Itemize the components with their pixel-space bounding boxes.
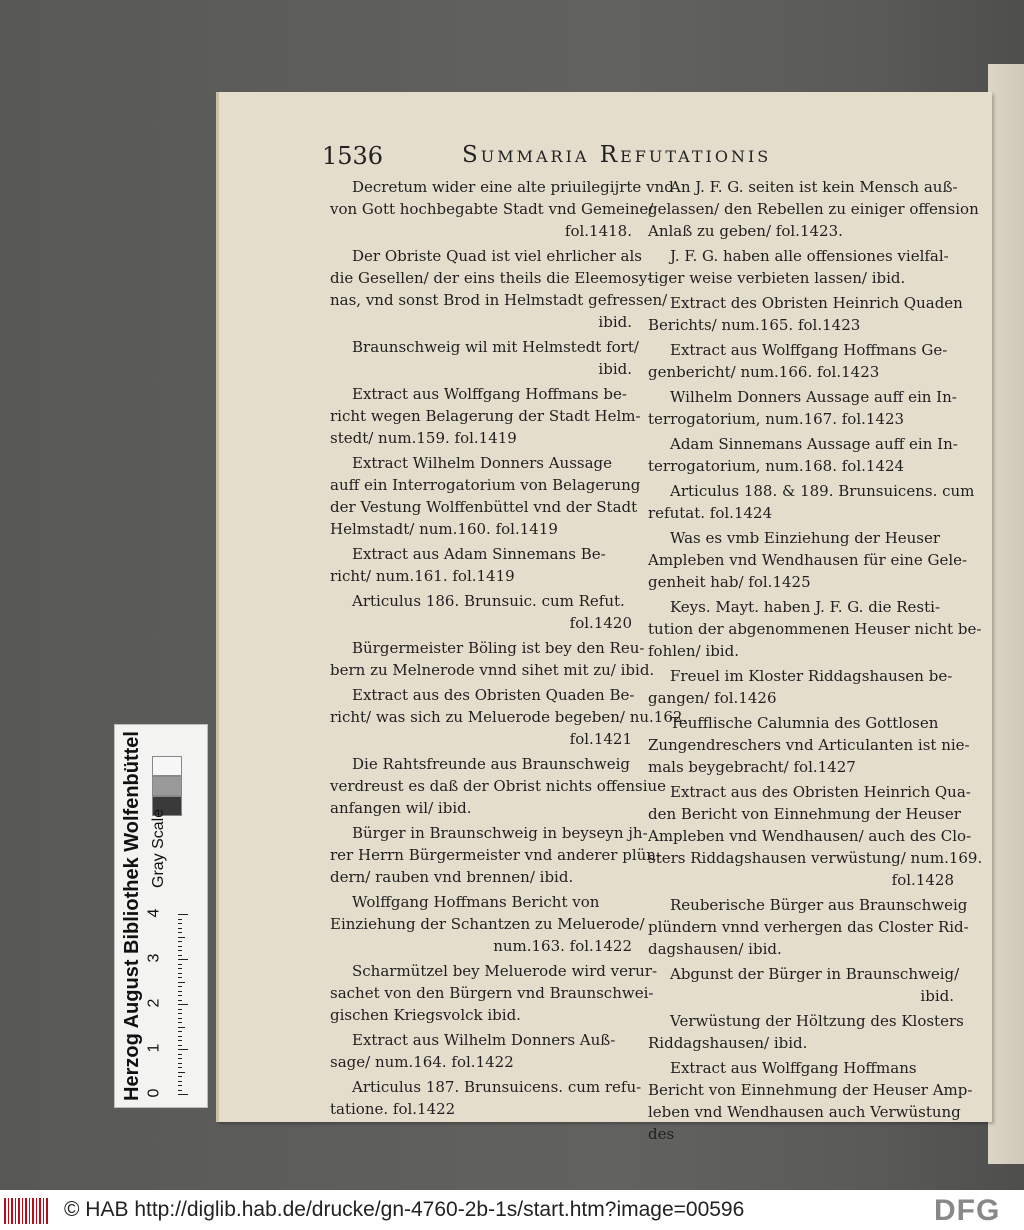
ruler-number: 1 — [145, 1043, 163, 1053]
index-column-right — [648, 176, 983, 1148]
entry-line: refutat. fol.1424 — [648, 504, 773, 522]
ruler-tick — [178, 937, 185, 938]
source-credit-link[interactable]: © HAB http://diglib.hab.de/drucke/gn-4760-2b-1s/start.htm?image=00596 — [64, 1198, 745, 1221]
entry-line: gelassen/ den Rebellen zu einiger offension — [648, 200, 979, 218]
ruler-tick — [178, 991, 182, 992]
ruler-tick — [178, 923, 182, 924]
index-entry — [648, 781, 983, 891]
entry-line: Was es vmb Einziehung der Heuser — [670, 529, 941, 547]
index-entry — [330, 383, 641, 449]
index-entry — [330, 245, 668, 333]
index-column-left — [330, 176, 688, 1123]
ruler-tick — [178, 1058, 182, 1059]
ruler-tick — [178, 1049, 188, 1050]
index-entry — [330, 543, 632, 587]
index-entry — [648, 292, 963, 336]
entry-line: des — [648, 1125, 675, 1143]
entry-folio-ref: fol.1420 — [569, 614, 632, 632]
entry-line: Extract aus Wolffgang Hoffmans — [670, 1059, 917, 1077]
entry-folio-ref: fol.1418. — [564, 222, 632, 240]
entry-line: genbericht/ num.166. fol.1423 — [648, 363, 880, 381]
index-entry — [648, 339, 954, 383]
entry-line: tiger weise verbieten lassen/ ibid. — [648, 269, 906, 287]
entry-line: richt/ num.161. fol.1419 — [330, 567, 515, 585]
entry-line: terrogatorium, num.167. fol.1423 — [648, 410, 905, 428]
entry-line: Keys. Mayt. haben J. F. G. die Resti- — [670, 598, 941, 616]
entry-line: Extract aus Wolffgang Hoffmans Ge- — [670, 341, 948, 359]
index-entry — [648, 894, 969, 960]
entry-folio-ref: ibid. — [598, 313, 632, 331]
index-entry — [330, 590, 632, 634]
entry-line: tution der abgenommenen Heuser nicht be- — [648, 620, 982, 638]
index-entry — [648, 433, 958, 477]
entry-line: Bürgermeister Böling ist bey den Reu- — [352, 639, 645, 657]
entry-line: gangen/ fol.1426 — [648, 689, 777, 707]
ruler-tick — [178, 982, 185, 983]
entry-line: nas, vnd sonst Brod in Helmstadt gefressen/ — [330, 291, 668, 309]
ruler-tick — [178, 946, 182, 947]
ruler-number: 0 — [145, 1088, 163, 1098]
ruler-tick — [178, 1067, 182, 1068]
ruler-tick — [178, 1063, 182, 1064]
entry-line: Extract aus Adam Sinnemans Be- — [352, 545, 606, 563]
ruler-number: 2 — [145, 998, 163, 1008]
ruler-tick — [178, 1027, 185, 1028]
entry-folio-ref: ibid. — [920, 987, 954, 1005]
entry-line: Articulus 188. & 189. Brunsuicens. cum — [670, 482, 975, 500]
ruler-tick — [178, 964, 182, 965]
entry-line: J. F. G. haben alle offensiones vielfal- — [670, 247, 949, 265]
ruler-tick — [178, 950, 182, 951]
entry-line: Berichts/ num.165. fol.1423 — [648, 316, 861, 334]
index-entry — [648, 712, 970, 778]
entry-line: leben vnd Wendhausen auch Verwüstung — [648, 1103, 961, 1121]
entry-line: Verwüstung der Höltzung des Klosters — [670, 1012, 964, 1030]
ruler-tick — [178, 1094, 188, 1095]
index-entry — [648, 596, 982, 662]
entry-line: Extract Wilhelm Donners Aussage — [352, 454, 613, 472]
index-entry — [648, 1010, 964, 1054]
running-head: Summaria Refutationis — [462, 142, 772, 168]
entry-line: Extract aus des Obristen Heinrich Qua- — [670, 783, 971, 801]
entry-line: mals beygebracht/ fol.1427 — [648, 758, 856, 776]
ruler-tick — [178, 1031, 182, 1032]
dfg-logo: DFG — [934, 1194, 1001, 1227]
ruler-tick — [178, 995, 182, 996]
entry-line: von Gott hochbegabte Stadt vnd Gemeine/ — [330, 200, 654, 218]
entry-line: sage/ num.164. fol.1422 — [330, 1053, 514, 1071]
ruler-tick — [178, 932, 182, 933]
index-entry — [648, 480, 975, 524]
ruler-tick — [178, 1004, 188, 1005]
entry-folio-ref: fol.1428 — [891, 871, 954, 889]
entry-line: richt wegen Belagerung der Stadt Helm- — [330, 407, 641, 425]
entry-line: Extract aus Wilhelm Donners Auß- — [352, 1031, 616, 1049]
ruler-tick — [178, 1000, 182, 1001]
index-entry — [330, 822, 662, 888]
index-entry — [648, 386, 957, 430]
entry-line: tatione. fol.1422 — [330, 1100, 456, 1118]
ruler-number: 3 — [145, 953, 163, 963]
ruler-tick — [178, 1085, 182, 1086]
ruler-tick — [178, 973, 182, 974]
gray-swatch-white — [152, 756, 182, 776]
ruler-tick — [178, 1076, 182, 1077]
entry-line: Adam Sinnemans Aussage auff ein In- — [670, 435, 958, 453]
entry-line: richt/ was sich zu Meluerode begeben/ nu.162. — [330, 708, 688, 726]
entry-line: An J. F. G. seiten ist kein Mensch auß- — [670, 178, 958, 196]
entry-line: Extract des Obristen Heinrich Quaden — [670, 294, 963, 312]
ruler-tick — [178, 1081, 182, 1082]
ruler-tick — [178, 1040, 182, 1041]
entry-line: rer Herrn Bürgermeister vnd anderer plün- — [330, 846, 662, 864]
entry-line: Helmstadt/ num.160. fol.1419 — [330, 520, 558, 538]
index-entry — [330, 336, 639, 380]
entry-line: sachet von den Bürgern vnd Braunschwei- — [330, 984, 654, 1002]
entry-line: genheit hab/ fol.1425 — [648, 573, 811, 591]
entry-line: Reuberische Bürger aus Braunschweig — [670, 896, 968, 914]
ruler-tick — [178, 1090, 182, 1091]
entry-line: Zungendreschers vnd Articulanten ist nie- — [648, 736, 970, 754]
index-entry — [648, 963, 960, 1007]
entry-line: Articulus 186. Brunsuic. cum Refut. — [352, 592, 625, 610]
entry-line: sters Riddagshausen verwüstung/ num.169. — [648, 849, 983, 867]
entry-folio-ref: ibid. — [598, 360, 632, 378]
ruler-tick — [178, 1013, 182, 1014]
ruler-tick — [178, 1009, 182, 1010]
entry-line: Abgunst der Bürger in Braunschweig/ — [670, 965, 960, 983]
ruler-tick — [178, 959, 188, 960]
entry-line: Ampleben vnd Wendhausen/ auch des Clo- — [648, 827, 972, 845]
index-entry — [330, 452, 641, 540]
entry-line: die Gesellen/ der eins theils die Eleemosy- — [330, 269, 653, 287]
entry-line: Articulus 187. Brunsuicens. cum refu- — [352, 1078, 642, 1096]
entry-line: Freuel im Kloster Riddagshausen be- — [670, 667, 953, 685]
cm-ruler — [146, 908, 186, 1098]
ruler-tick — [178, 977, 182, 978]
adjacent-page-edge — [988, 64, 1024, 1164]
index-entry — [330, 684, 688, 750]
entry-line: terrogatorium, num.168. fol.1424 — [648, 457, 905, 475]
entry-line: Riddagshausen/ ibid. — [648, 1034, 808, 1052]
entry-line: fohlen/ ibid. — [648, 642, 739, 660]
entry-line: Einziehung der Schantzen zu Meluerode/ — [330, 915, 645, 933]
entry-line: der Vestung Wolffenbüttel vnd der Stadt — [330, 498, 638, 516]
entry-line: Decretum wider eine alte priuilegijrte vnd — [352, 178, 674, 196]
ruler-tick — [178, 1054, 182, 1055]
ruler-tick — [178, 1022, 182, 1023]
entry-line: Extract aus des Obristen Quaden Be- — [352, 686, 635, 704]
ruler-tick — [178, 955, 182, 956]
entry-line: Der Obriste Quad ist viel ehrlicher als — [352, 247, 642, 265]
gray-scale-label: Gray Scale — [150, 808, 167, 888]
entry-line: verdreust es daß der Obrist nichts offensiue — [330, 777, 667, 795]
gray-swatch-mid — [152, 776, 182, 796]
entry-line: Wolffgang Hoffmans Bericht von — [352, 893, 600, 911]
ruler-tick — [178, 919, 182, 920]
index-entry — [330, 1076, 642, 1120]
ruler-tick — [178, 1045, 182, 1046]
index-entry — [648, 665, 954, 709]
entry-line: Wilhelm Donners Aussage auff ein In- — [670, 388, 957, 406]
ruler-tick — [178, 928, 182, 929]
barcode-icon — [4, 1198, 48, 1224]
entry-line: Die Rahtsfreunde aus Braunschweig — [352, 755, 631, 773]
entry-line: Teufflische Calumnia des Gottlosen — [670, 714, 939, 732]
index-entry — [330, 891, 645, 957]
ruler-tick — [178, 1072, 185, 1073]
footer-bar — [0, 1190, 1024, 1230]
ruler-tick — [178, 1018, 182, 1019]
ruler-tick — [178, 968, 182, 969]
index-entry — [648, 245, 954, 289]
entry-line: dagshausen/ ibid. — [648, 940, 782, 958]
index-entry — [648, 527, 968, 593]
entry-line: Extract aus Wolffgang Hoffmans be- — [352, 385, 627, 403]
entry-line: Ampleben vnd Wendhausen für eine Gele- — [648, 551, 968, 569]
index-entry — [330, 176, 674, 242]
entry-folio-ref: num.163. fol.1422 — [493, 937, 632, 955]
ruler-tick — [178, 914, 188, 915]
entry-line: stedt/ num.159. fol.1419 — [330, 429, 517, 447]
entry-line: Bericht von Einnehmung der Heuser Amp- — [648, 1081, 973, 1099]
entry-line: Braunschweig wil mit Helmstedt fort/ — [352, 338, 639, 356]
index-entry — [330, 1029, 632, 1073]
ruler-number: 4 — [145, 908, 163, 918]
institution-label: Herzog August Bibliothek Wolfenbüttel — [121, 731, 143, 1101]
entry-line: anfangen wil/ ibid. — [330, 799, 472, 817]
index-entry — [648, 176, 979, 242]
entry-line: bern zu Melnerode vnnd sihet mit zu/ ibid. — [330, 661, 655, 679]
index-entry — [330, 960, 658, 1026]
index-entry — [330, 753, 667, 819]
ruler-tick — [178, 1036, 182, 1037]
entry-line: Anlaß zu geben/ fol.1423. — [648, 222, 843, 240]
entry-line: plündern vnnd verhergen das Closter Rid- — [648, 918, 969, 936]
entry-line: gischen Kriegsvolck ibid. — [330, 1006, 521, 1024]
index-entry — [330, 637, 655, 681]
ruler-tick — [178, 986, 182, 987]
ruler-tick — [178, 941, 182, 942]
entry-line: Scharmützel bey Meluerode wird verur- — [352, 962, 658, 980]
entry-line: den Bericht von Einnehmung der Heuser — [648, 805, 961, 823]
entry-line: Bürger in Braunschweig in beyseyn jh- — [352, 824, 648, 842]
entry-folio-ref: fol.1421 — [569, 730, 632, 748]
entry-line: auff ein Interrogatorium von Belagerung — [330, 476, 641, 494]
entry-line: dern/ rauben vnd brennen/ ibid. — [330, 868, 574, 886]
index-entry — [648, 1057, 973, 1145]
page-number: 1536 — [322, 142, 384, 170]
